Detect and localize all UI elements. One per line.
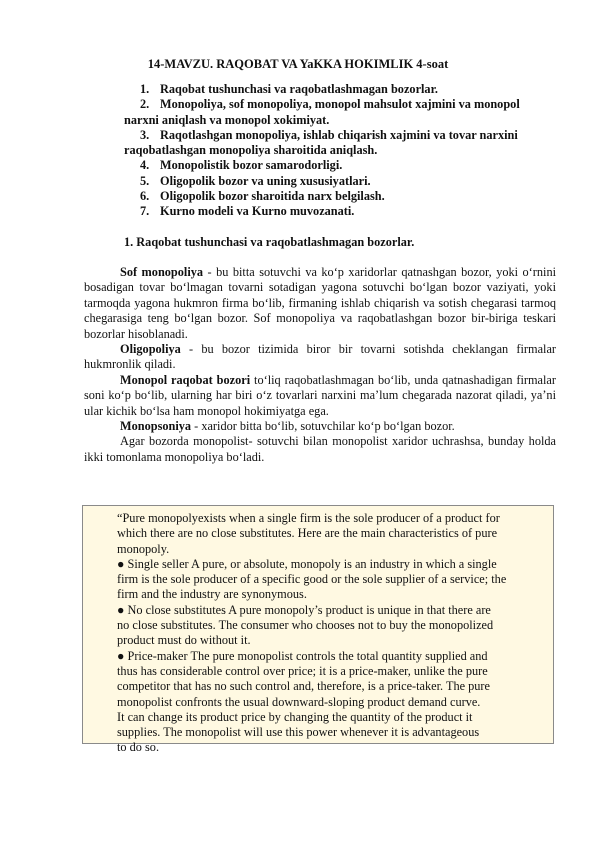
quote-line: to do so. xyxy=(117,740,160,755)
paragraph: Sof monopoliya - bu bitta sotuvchi va ko‘p xaridorlar qatnashgan bozor, yoki o‘rnini bosadigan tovar bo‘lmagan tovarni sotadigan yagona sotuvchi bo‘lgan bozor vaziyati, yoki tarmoqda yagona hukmron firma bo‘lib, firmaning ishlab chiqarish va sotish chegarasi tarmoq chegarasiga teng bo‘lgan bozor. Sof monopoliya va raqobatlashgan bozor bir-biriga teskari bozorlar hisoblanadi. xyxy=(84,265,557,341)
paragraph: Agar bozorda monopolist- sotuvchi bilan monopolist xaridor uchrashsa, bunday holda ikki tomonlama monopoliya bo‘ladi. xyxy=(84,434,556,464)
section-heading: 1. Raqobat tushunchasi va raqobatlashmagan bozorlar. xyxy=(124,235,415,249)
term: Monopsoniya xyxy=(120,419,192,434)
quote-text xyxy=(117,511,541,756)
quote-line: “Pure monopolyexists when a single firm is the sole producer of a product for xyxy=(117,511,500,525)
quote-line: It can change its product price by changing the quantity of the product it xyxy=(117,709,473,724)
page-title: 14-MAVZU. RAQOBAT VA YaKKA HOKIMLIK 4-soat xyxy=(147,57,449,71)
quote-line: firm is the sole producer of a specific good or the sole supplier of a service; the xyxy=(117,572,507,587)
quote-line: supplies. The monopolist will use this power whenever it is advantageous xyxy=(117,725,480,740)
paragraph: Monopsoniya - xaridor bitta bo‘lib, sotuvchilar ko‘p bo‘lgan bozor. xyxy=(120,419,455,434)
term: Monopol raqobat bozori xyxy=(120,372,251,387)
quote-box xyxy=(82,505,554,755)
quote-line: ● Price-maker The pure monopolist controls the total quantity supplied and xyxy=(117,648,488,663)
topic-item: 5. Oligopolik bozor va uning xususiyatlari. xyxy=(140,173,371,188)
topic-item: 6. Oligopolik bozor sharoitida narx belgilash. xyxy=(140,189,385,204)
topic-item: 2. Monopoliya, sof monopoliya, monopol mahsulot xajmini va monopol narxni aniqlash va monopol xokimiyat. xyxy=(124,97,520,127)
term: Oligopoliya xyxy=(120,342,181,357)
quote-line: monopoly. xyxy=(117,541,170,556)
quote-line: competitor that has no such control and, therefore, is a price-taker. The pure xyxy=(117,679,490,694)
term: Sof monopoliya xyxy=(120,265,204,279)
quote-line: firm and the industry are synonymous. xyxy=(117,587,307,602)
topic-item: 7. Kurno modeli va Kurno muvozanati. xyxy=(140,204,355,219)
quote-line: no close substitutes. The consumer who chooses not to buy the monopolized xyxy=(117,618,494,633)
quote-line: thus has considerable control over price; it is a price-maker, unlike the pure xyxy=(117,663,488,678)
quote-line: which there are no close substitutes. Here are the main characteristics of pure xyxy=(117,526,498,541)
topic-item: 1. Raqobat tushunchasi va raqobatlashmagan bozorlar. xyxy=(140,82,438,96)
quote-line: ● Single seller A pure, or absolute, monopoly is an industry in which a single xyxy=(117,556,497,571)
quote-line: product must do without it. xyxy=(117,633,251,648)
quote-line: monopolist confronts the usual downward-sloping product demand curve. xyxy=(117,694,481,709)
topic-list xyxy=(124,82,556,220)
topic-item: 4. Monopolistik bozor samarodorligi. xyxy=(140,158,343,173)
topic-item: 3. Raqotlashgan monopoliya, ishlab chiqarish xajmini va tovar narxini raqobatlashgan monopoliya sharoitida aniqlash. xyxy=(124,127,518,158)
paragraph: Monopol raqobat bozori to‘liq raqobatlashmagan bo‘lib, unda qatnashadigan firmalar soni ko‘p bo‘lib, ularning har biri o‘z tovarlari narxini ma’lum chegarada nazorat qiladi, ya’ni ular kichik bo‘lsa ham monopol hokimiyatga ega. xyxy=(84,372,556,418)
body-text xyxy=(84,265,556,465)
quote-line: ● No close substitutes A pure monopoly’s product is unique in that there are xyxy=(117,602,491,617)
paragraph: Oligopoliya - bu bozor tizimida biror bir tovarni sotishda cheklangan firmalar hukmronlik qiladi. xyxy=(84,342,556,372)
